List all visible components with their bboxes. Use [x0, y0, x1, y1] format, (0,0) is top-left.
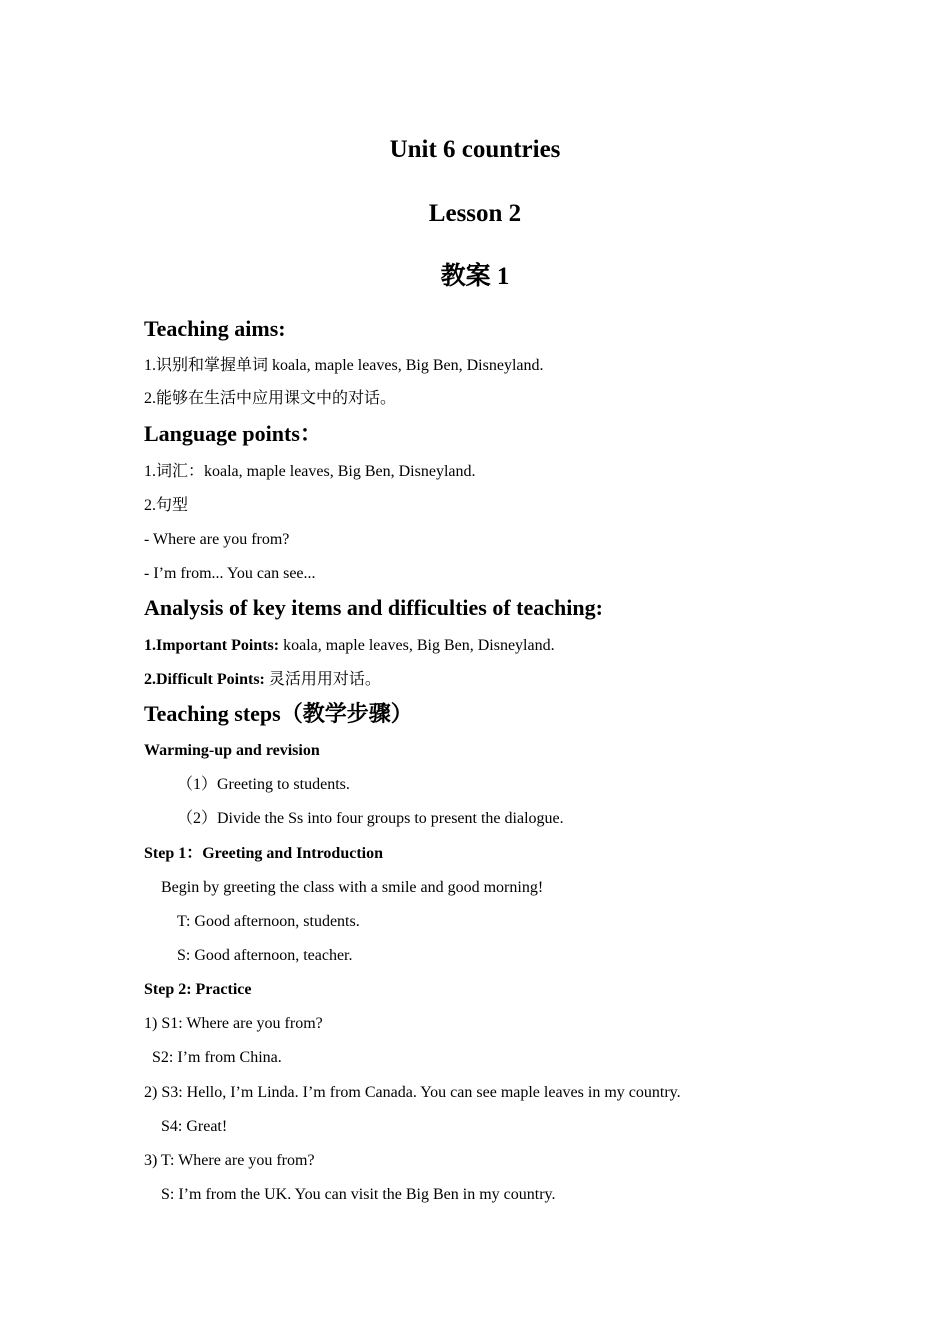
language-sentence-patterns: 2.句型 — [144, 497, 189, 514]
aims-item-1: 1.识别和掌握单词 koala, maple leaves, Big Ben, Disneyland. — [144, 357, 544, 374]
step-2-line-6: S: I’m from the UK. You can visit the Big Ben in my country. — [161, 1186, 556, 1203]
warmup-title: Warming-up and revision — [144, 742, 320, 759]
step-1-line-1: Begin by greeting the class with a smile and good morning! — [161, 879, 544, 896]
language-points-heading: Language points： — [144, 421, 322, 446]
step-2-line-1: 1) S1: Where are you from? — [144, 1015, 323, 1032]
difficult-points-label: 2.Difficult Points: — [144, 671, 265, 688]
step-1-title: Step 1：Greeting and Introduction — [144, 845, 383, 862]
teaching-aims-heading: Teaching aims: — [144, 316, 286, 341]
difficult-points-text: 灵活用用对话。 — [264, 671, 381, 688]
language-vocabulary: 1.词汇：koala, maple leaves, Big Ben, Disneyland. — [144, 463, 476, 480]
step-2-line-5: 3) T: Where are you from? — [144, 1152, 315, 1169]
warmup-item-2: （2）Divide the Ss into four groups to present the dialogue. — [177, 810, 564, 827]
step-2-title: Step 2: Practice — [144, 981, 252, 998]
lesson-plan-title: 教案 1 — [440, 263, 510, 290]
difficult-points — [144, 670, 381, 690]
analysis-heading: Analysis of key items and difficulties of teaching: — [144, 595, 603, 620]
step-1-line-3: S: Good afternoon, teacher. — [177, 947, 353, 964]
step-2-line-2: S2: I’m from China. — [152, 1049, 282, 1066]
step-2-line-3: 2) S3: Hello, I’m Linda. I’m from Canada. You can see maple leaves in my country. — [144, 1084, 681, 1101]
document-title: Unit 6 countries — [389, 136, 561, 163]
aims-item-2: 2.能够在生活中应用课文中的对话。 — [144, 390, 397, 407]
lesson-title: Lesson 2 — [428, 200, 522, 227]
teaching-steps-heading: Teaching steps（教学步骤） — [144, 701, 413, 726]
language-sentence-1: - Where are you from? — [144, 531, 290, 548]
warmup-item-1: （1）Greeting to students. — [177, 776, 350, 793]
important-points — [144, 636, 555, 656]
step-1-line-2: T: Good afternoon, students. — [177, 913, 360, 930]
language-sentence-2: - I’m from... You can see... — [144, 565, 316, 582]
important-points-text: koala, maple leaves, Big Ben, Disneyland. — [279, 637, 555, 654]
important-points-label: 1.Important Points: — [144, 637, 280, 654]
step-2-line-4: S4: Great! — [161, 1118, 228, 1135]
